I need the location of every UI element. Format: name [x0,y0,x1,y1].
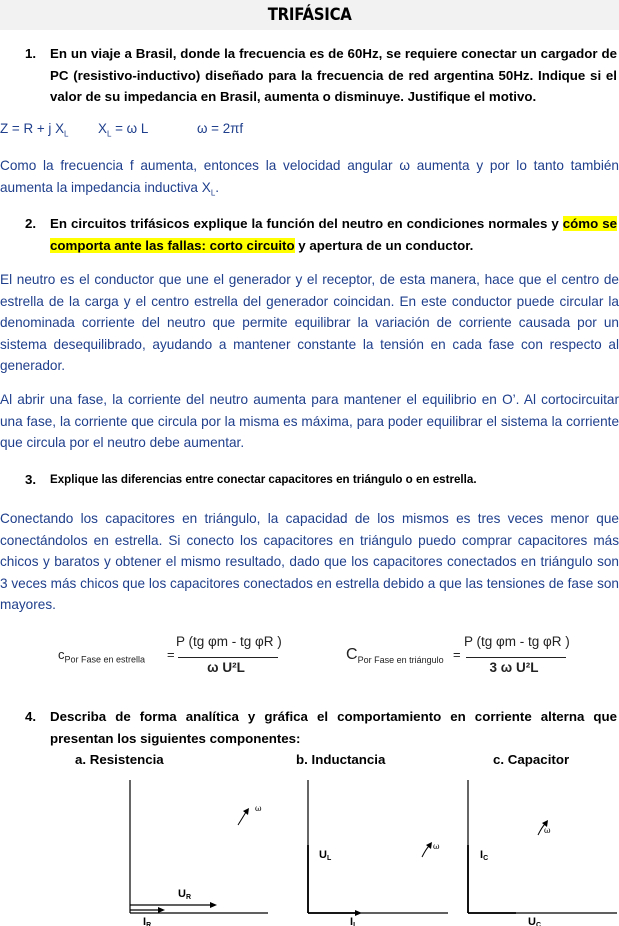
question-number: 1. [25,46,37,61]
page-title: TRIFÁSICA [267,5,352,25]
voltage-label: UR [178,888,192,901]
capacitor-phasor-diagram [460,775,619,926]
question-number: 3. [25,472,37,487]
omega-label: ω [433,842,440,851]
question-number: 4. [25,709,37,724]
question-3 [25,469,617,491]
omega-label: ω [544,826,551,835]
fraction-bar [466,657,566,658]
inductance-phasor-diagram [300,775,450,926]
question-text: Describa de forma analítica y gráfica el comportamiento en corriente alterna que presentan los siguientes componentes: [50,709,617,746]
impedance-formula: Z = R + j $X_L$ [0,121,69,139]
item-resistance: a. Resistencia [75,752,164,767]
question-text: En un viaje a Brasil, donde la frecuencia es de 60Hz, se requiere conectar un cargador de PC (resistivo-inductivo) diseñado para la frecuencia de red argentina 50Hz. Indique si el valor de su impedancia en Brasil, aumenta o disminuye. Justifique el motivo. [50,46,617,104]
highlighted-text: cómo se comporta ante las fallas: corto circuito [50,216,618,253]
reactance-formula: $X_L = \omega$ L [98,121,149,139]
question-number: 2. [25,216,37,231]
question-1 [25,43,617,108]
current-label: IC [480,849,489,862]
answer-3: Conectando los capacitores en triángulo, la capacidad de los mismos es tres veces menor que conectándolos en estrella. Si conecto los capacitores en triángulo puedo comprar capacitores más chicos y baratos y obtener el mismo resultado, dado que los capacitores conectados en triángulo son 3 veces más chicos que los capacitores conectados en estrella debido a que las tensiones de fase son mayores. [0,511,619,612]
fraction-bar [178,657,278,658]
voltage-label: UL [319,849,332,862]
answer-2-paragraph-1: El neutro es el conductor que une el generador y el receptor, de esta manera, hace que el centro de estrella de la carga y el centro estrella del generador coincidan. En este conductor puede circular la denominada corriente del neutro que permite equilibrar la variación de corriente causada por un sistema desequilibrado, ayudando a mantener constante la tensión en cada fase con respecto al generador. [0,272,619,373]
item-inductance: b. Inductancia [296,752,386,767]
omega-formula: ω = 2πf [197,121,244,136]
question-4 [25,706,617,749]
question-2 [25,213,617,256]
omega-label: ω [255,804,262,813]
voltage-label: UC [528,916,542,926]
resistance-phasor-diagram [100,775,270,926]
current-label: IR [143,916,152,926]
title-bar [0,0,619,30]
document-page: TRIFÁSICA 1. En un viaje a Brasil, donde la frecuencia es de 60Hz, se requiere conectar un cargador de PC (resistivo-inductivo) diseñado para la frecuencia de red argentina 50Hz. Indique si el valor de su impedancia en Brasil, aumenta o disminuye. Justifique el motivo. Z = R + j $X_L$ $X_L = \omega$ L ω = 2πf Como la frecuencia f aumenta, entonces la velocidad angular ω aumenta y por lo tanto también aumenta la impedancia inductiva $X_L$. 2. En circuitos trifásicos explique la función del neutro en condiciones normales y cómo se comporta ante las fallas: corto circuito y apertura de un conductor. El neutro es el conductor que une el generador y el receptor, de esta manera, hace que el centro de estrella de la carga y el centro estrella del generador coincidan. En este conductor puede circular la denominada corriente del neutro que permite equilibrar la variación de corriente causada por un sistema desequilibrado, ayudando a mantener constante la tensión en cada fase con respecto al generador. Al abrir una fase, la corriente del neutro aumenta para mantener el equilibrio en O’. Al cortocircuitar una fase, la corriente que circula por la misma es máxima, para poder equilibrar el sistema la corriente que circula por el neutro debe aumentar. 3. Explique las diferencias entre conectar capacitores en triángulo o en estrella. Conectando los capacitores en triángulo, la capacidad de los mismos es tres veces menor que conectándolos en estrella. Si conecto los capacitores en triángulo puedo comprar capacitores más chicos y baratos y obtener el mismo resultado, dado que los capacitores conectados en triángulo son 3 veces más chicos que los capacitores conectados en estrella debido a que las tensiones de fase son mayores. $c_{Por Fase en estrella}$ = P (tg φm - tg φR ) ω U²L $C_{Por Fase en triángulo}$ = P (tg φm - tg φR ) 3 ω U²L 4. Describa de forma analítica y gráfica el comportamiento en corriente alterna que presentan los siguientes componentes: a. Resistencia b. Inductancia c. Capacitor ω UR IR ω UL IL ω IC UC [0,0,619,926]
answer-2-paragraph-2: Al abrir una fase, la corriente del neutro aumenta para mantener el equilibrio en O’. Al cortocircuitar una fase, la corriente que circula por la misma es máxima, para poder equilibrar el sistema la corriente que circula por el neutro debe aumentar. [0,392,619,450]
question-text: Explique las diferencias entre conectar capacitores en triángulo o en estrella. [50,473,477,486]
current-label: IL [350,916,358,926]
item-capacitor: c. Capacitor [493,752,570,767]
question-text: En circuitos trifásicos explique la función del neutro en condiciones normales y cómo se comporta ante las fallas: corto circuito y apertura de un conductor. [50,216,618,253]
answer-1: Como la frecuencia f aumenta, entonces la velocidad angular ω aumenta y por lo tanto también aumenta la impedancia inductiva $X_L$. [0,158,619,198]
